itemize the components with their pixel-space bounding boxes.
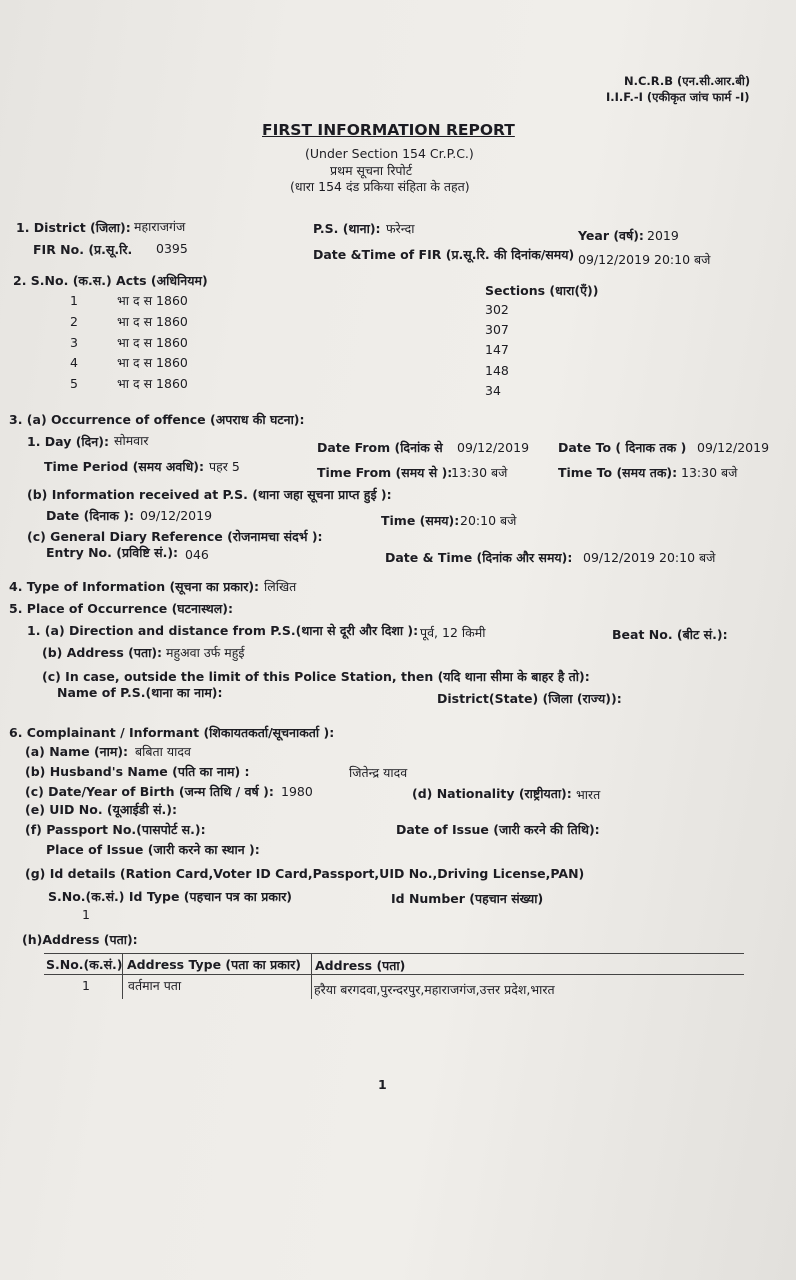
time-to-value: 13:30 बजे bbox=[681, 465, 738, 480]
place-of-issue-label: Place of Issue (जारी करने का स्थान ): bbox=[46, 842, 260, 857]
gd-heading: (c) General Diary Reference (रोजनामचा संदर्भ ): bbox=[27, 529, 323, 544]
outside-limit-label: (c) In case, outside the limit of this Police Station, then (यदि थाना सीमा के बाहर है तो): bbox=[42, 669, 590, 684]
act-row-act: भा द स 1860 bbox=[117, 355, 188, 370]
time-period-label: Time Period (समय अवधि): bbox=[44, 459, 205, 474]
id-details-label: (g) Id details (Ration Card,Voter ID Card,Passport,UID No.,Driving License,PAN) bbox=[25, 866, 585, 881]
iif-label: I.I.F.-I (एकीकृत जांच फार्म -I) bbox=[606, 90, 750, 104]
acts-header: 2. S.No. (क.स.) Acts (अधिनियम) bbox=[13, 273, 208, 288]
year-label: Year (वर्ष): bbox=[578, 228, 644, 243]
date-of-issue-label: Date of Issue (जारी करने की तिथि): bbox=[396, 822, 600, 837]
info-type-label: 4. Type of Information (सूचना का प्रकार): bbox=[9, 579, 260, 594]
nationality-label: (d) Nationality (राष्ट्रीयता): bbox=[412, 786, 572, 801]
uid-label: (e) UID No. (यूआईडी सं.): bbox=[25, 802, 177, 817]
act-row-section: 307 bbox=[485, 322, 509, 337]
time-from-value: 13:30 बजे bbox=[451, 465, 508, 480]
hindi-section: (धारा 154 दंड प्रकिया संहिता के तहत) bbox=[290, 179, 470, 194]
fir-no-label: FIR No. (प्र.सू.रि. bbox=[33, 242, 133, 257]
id-sno-type-label: S.No.(क.सं.) Id Type (पहचान पत्र का प्रकार) bbox=[48, 889, 293, 904]
info-date-value: 09/12/2019 bbox=[140, 508, 213, 523]
act-row-sno: 4 bbox=[70, 355, 78, 370]
address-label: (b) Address (पता): bbox=[42, 645, 163, 660]
place-heading: 5. Place of Occurrence (घटनास्थल): bbox=[9, 601, 233, 616]
act-row-act: भा द स 1860 bbox=[117, 376, 188, 391]
id-row-sno: 1 bbox=[82, 907, 90, 922]
dob-value: 1980 bbox=[281, 784, 313, 799]
id-number-label: Id Number (पहचान संख्या) bbox=[391, 891, 544, 906]
entry-no-label: Entry No. (प्रविष्टि सं.): bbox=[46, 545, 179, 560]
addr-col-address: Address (पता) bbox=[315, 958, 406, 973]
ncrb-label: N.C.R.B (एन.सी.आर.बी) bbox=[624, 74, 751, 88]
info-date-label: Date (दिनाक ): bbox=[46, 508, 135, 523]
addr-col-sno: S.No.(क.सं.) bbox=[46, 957, 123, 972]
page-number: 1 bbox=[378, 1077, 387, 1092]
act-row-act: भा द स 1860 bbox=[117, 314, 188, 329]
address-value: महुअवा उर्फ महुई bbox=[166, 645, 245, 660]
page-title: FIRST INFORMATION REPORT bbox=[262, 121, 515, 139]
husband-label: (b) Husband's Name (पति का नाम) : bbox=[25, 764, 250, 779]
date-to-value: 09/12/2019 bbox=[697, 440, 770, 455]
gd-datetime-value: 09/12/2019 20:10 बजे bbox=[583, 550, 716, 565]
sections-header: Sections (धारा(एँ)) bbox=[485, 283, 599, 298]
beat-no-label: Beat No. (बीट सं.): bbox=[612, 627, 728, 642]
direction-label: 1. (a) Direction and distance from P.S.(थाना से दूरी और दिशा ): bbox=[27, 623, 419, 638]
date-to-label: Date To ( दिनाक तक ) bbox=[558, 440, 687, 455]
under-section: (Under Section 154 Cr.P.C.) bbox=[305, 146, 474, 161]
day-label: 1. Day (दिन): bbox=[27, 434, 109, 449]
entry-no-value: 046 bbox=[185, 547, 209, 562]
act-row-sno: 1 bbox=[70, 293, 78, 308]
dob-label: (c) Date/Year of Birth (जन्म तिथि / वर्ष ): bbox=[25, 784, 274, 799]
act-row-section: 148 bbox=[485, 363, 509, 378]
time-from-label: Time From (समय से ): bbox=[317, 465, 453, 480]
occurrence-heading: 3. (a) Occurrence of offence (अपराध की घटना): bbox=[9, 412, 305, 427]
info-time-label: Time (समय): bbox=[381, 513, 460, 528]
time-period-value: पहर 5 bbox=[209, 459, 240, 474]
date-from-label: Date From (दिनांक से bbox=[317, 440, 443, 455]
complainant-heading: 6. Complainant / Informant (शिकायतकर्ता/सूचनाकर्ता ): bbox=[9, 725, 335, 740]
address-heading: (h)Address (पता): bbox=[22, 932, 138, 947]
day-value: सोमवार bbox=[114, 433, 149, 448]
passport-label: (f) Passport No.(पासपोर्ट स.): bbox=[25, 822, 206, 837]
fir-no-value: 0395 bbox=[156, 241, 188, 256]
direction-value: पूर्व, 12 किमी bbox=[420, 625, 486, 640]
addr-row-address: हरैया बरगदवा,पुरन्दरपुर,महाराजगंज,उत्तर प्रदेश,भारत bbox=[314, 982, 555, 997]
table-header-rule bbox=[44, 974, 744, 975]
act-row-sno: 3 bbox=[70, 335, 78, 350]
name-label: (a) Name (नाम): bbox=[25, 744, 129, 759]
hindi-title: प्रथम सूचना रिपोर्ट bbox=[330, 163, 413, 178]
fir-datetime-value: 09/12/2019 20:10 बजे bbox=[578, 252, 711, 267]
info-received-heading: (b) Information received at P.S. (थाना जहा सूचना प्राप्त हुई ): bbox=[27, 487, 392, 502]
act-row-sno: 2 bbox=[70, 314, 78, 329]
outside-ps-name-label: Name of P.S.(थाना का नाम): bbox=[57, 685, 223, 700]
nationality-value: भारत bbox=[576, 787, 601, 802]
table-top-rule bbox=[44, 953, 744, 954]
name-value: बबिता यादव bbox=[135, 744, 191, 759]
ps-label: P.S. (थाना): bbox=[313, 221, 381, 236]
fir-datetime-label: Date &Time of FIR (प्र.सू.रि. की दिनांक/समय) bbox=[313, 247, 575, 262]
time-to-label: Time To (समय तक): bbox=[558, 465, 678, 480]
district-label: 1. District (जिला): bbox=[16, 220, 131, 235]
act-row-act: भा द स 1860 bbox=[117, 335, 188, 350]
district-value: महाराजगंज bbox=[134, 219, 186, 234]
addr-row-type: वर्तमान पता bbox=[128, 978, 182, 993]
husband-value: जितेन्द्र यादव bbox=[349, 765, 408, 780]
ps-value: फरेन्दा bbox=[386, 221, 415, 236]
addr-col-type: Address Type (पता का प्रकार) bbox=[127, 957, 301, 972]
outside-district-label: District(State) (जिला (राज्य)): bbox=[437, 691, 622, 706]
table-divider bbox=[311, 953, 312, 999]
addr-row-sno: 1 bbox=[82, 978, 90, 993]
date-from-value: 09/12/2019 bbox=[457, 440, 530, 455]
act-row-section: 34 bbox=[485, 383, 501, 398]
act-row-section: 147 bbox=[485, 342, 509, 357]
info-type-value: लिखित bbox=[264, 579, 297, 594]
act-row-section: 302 bbox=[485, 302, 509, 317]
act-row-sno: 5 bbox=[70, 376, 78, 391]
gd-datetime-label: Date & Time (दिनांक और समय): bbox=[385, 550, 573, 565]
info-time-value: 20:10 बजे bbox=[460, 513, 517, 528]
act-row-act: भा द स 1860 bbox=[117, 293, 188, 308]
year-value: 2019 bbox=[647, 228, 679, 243]
